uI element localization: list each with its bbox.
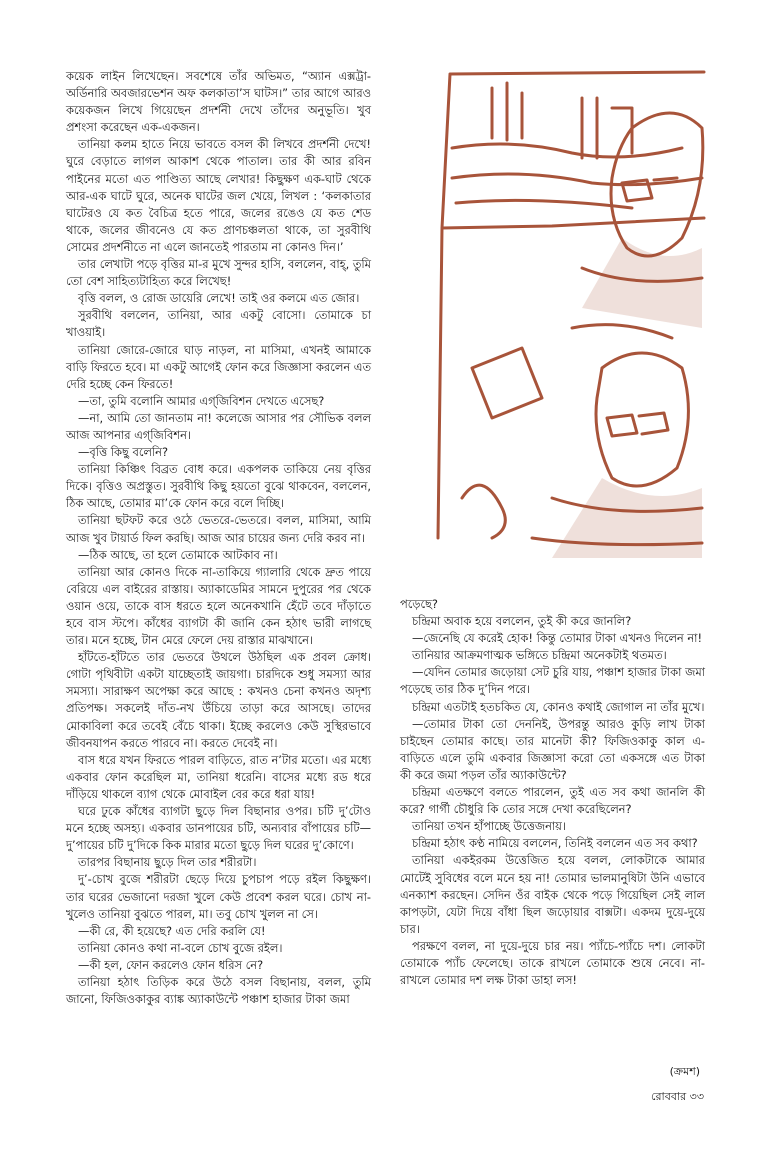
paragraph: তানিয়ার আক্রমণাত্মক ভঙ্গিতে চন্দ্রিমা অনেকটাই থতমত। bbox=[412, 648, 667, 663]
paragraph: তানিয়া একইরকম উত্তেজিত হয়ে বলল, লোকটাকে আমার মোটেই সুবিধের বলে মনে হয় না! তোমার ভালমানুষিটা উনি এভাবে এনক্যাশ করছেন। সেদিন ওঁর বাইক থেকে পড়ে গিয়েছিল সেই লাল কাপড়টা, যেটা দিয়ে বাঁধা ছিল জড়োয়ার বাক্সটা। একদম দুয়ে-দুয়ে চার। bbox=[400, 853, 705, 936]
paragraph: তানিয়া কিঞ্চিৎ বিব্রত বোধ করে। একপলক তাকিয়ে নেয় বৃত্তির দিকে। বৃত্তিও অপ্রস্তুত। সুরবীথি কিছু হয়তো বুঝে থাকবেন, বললেন, ঠিক আছে, তোমার মা’কে ফোন করে বলে দিচ্ছি। bbox=[66, 462, 371, 511]
paragraph: তারপর বিছানায় ছুড়ে দিল তার শরীরটা। bbox=[78, 855, 257, 870]
paragraph: বৃত্তি বলল, ও রোজ ডায়েরি লেখে! তাই ওর কলমে এত জোর। bbox=[78, 291, 360, 306]
paragraph: তানিয়া আর কোনও দিকে না-তাকিয়ে গ্যালারি থেকে দ্রুত পায়ে বেরিয়ে এল বাইরের রাস্তায়। অ্যাকাডেমির সামনে দুপুরের পর থেকে ওয়ান ওয়ে, তাকে বাস ধরতে হলে অনেকখানি হেঁটে তবে দাঁড়াতে হবে বাস স্টপে। কাঁধের ব্যাগটা কী জানি কেন হঠাৎ ভারী লাগছে তার। মনে হচ্ছে, টান মেরে ফেলে দেয় রাস্তার মাঝখানে। bbox=[66, 564, 371, 648]
paragraph: কয়েক লাইন লিখেছেন। সবশেষে তাঁর অভিমত, “অ্যান এক্সট্রা-অর্ডিনারি অবজারভেশন অফ কলকাতা’স ঘাটস।” তার আগে আরও কয়েকজন লিখে গিয়েছেন প্রদর্শনী দেখে তাঁদের অনুভূতি। খুব প্রশংসা করেছেন এক-একজন। bbox=[66, 69, 371, 135]
foreground-scribble bbox=[462, 348, 542, 538]
head-outline-bottom bbox=[596, 353, 688, 486]
paragraph: চন্দ্রিমা অবাক হয়ে বললেন, তুই কী করে জানলি? bbox=[412, 614, 632, 629]
paragraph: তানিয়া ছটফট করে ওঠে ভেতরে-ভেতরে। বলল, মাসিমা, আমি আজ খুব টায়ার্ড ফিল করছি। আজ আর চায়ের জন্য দেরি করব না। bbox=[66, 513, 371, 545]
paragraph: তানিয়া জোরে-জোরে ঘাড় নাড়ল, না মাসিমা, এখনই আমাকে বাড়ি ফিরতে হবে। মা একটু আগেই ফোন করে জিজ্ঞাসা করলেন এত দেরি হচ্ছে কেন ফিরতে! bbox=[66, 342, 371, 391]
paragraph: তানিয়া তখন হাঁপাচ্ছে উত্তেজনায়। bbox=[412, 819, 566, 834]
paragraph: ঘরে ঢুকে কাঁধের ব্যাগটা ছুড়ে দিল বিছানার ওপর। চটি দু’টোও মনে হচ্ছে অসহ্য। একবার ডানপায়ের চটি, অন্যবার বাঁপায়ের চটি—দু’পায়ের চটি দু’দিকে কিক মারার মতো ছুড়ে দিল ঘরের দু’কোণে। bbox=[66, 804, 371, 853]
paragraph: —তা, তুমি বলোনি আমার এগ্‌জিবিশন দেখতে এসেছ? bbox=[78, 393, 325, 408]
paragraph: —তোমার টাকা তো দেননিই, উপরন্তু আরও কুড়ি লাখ টাকা চাইছেন তোমার কাছে। তার মানেটা কী? ফিজিওকাকু কাল এ-বাড়িতে এলে তুমি একবার জিজ্ঞাসা করো তো একসঙ্গে এত টাকা কী করে জমা পড়ল তাঁর অ্যাকাউন্টে? bbox=[400, 716, 705, 782]
building-lines bbox=[492, 83, 632, 158]
paragraph: পড়েছে? bbox=[400, 597, 438, 611]
paragraph: চন্দ্রিমা এতক্ষণে বলতে পারলেন, তুই এত সব কথা জানলি কী করে? গার্গী চৌধুরি কি তোর সঙ্গে দেখা করেছিলেন? bbox=[400, 785, 705, 817]
shading-bottom bbox=[552, 478, 702, 558]
paragraph: চন্দ্রিমা হঠাৎ কণ্ঠ নামিয়ে বললেন, তিনিই বললেন এত সব কথা? bbox=[412, 836, 698, 851]
paragraph: —কী রে, কী হয়েছে? এত দেরি করলি যে! bbox=[78, 923, 266, 938]
left-text-column bbox=[66, 68, 371, 1008]
paragraph: —বৃত্তি কিছু বলেনি? bbox=[78, 445, 169, 460]
paragraph: হাঁটতে-হাঁটতে তার ভেতরে উথলে উঠছিল এক প্রবল ক্রোধ। গোটা পৃথিবীটা একটা যাচ্ছেতাই জায়গা। চারদিকে শুধু সমস্যা আর সমস্যা। সারাক্ষণ অপেক্ষা করে আছে : কখনও চেনা কখনও অদৃশ্য প্রতিপক্ষ। সকলেই দাঁত-নখ উঁচিয়ে তাড়া করে আসছে। তাদের মোকাবিলা করে তবেই বেঁচে থাকা। ইচ্ছে করলেও কেউ সুস্থিরভাবে জীবনযাপন করতে পারবে না। করতে দেবেই না। bbox=[66, 650, 371, 750]
sketch-illustration bbox=[432, 68, 708, 558]
paragraph: তানিয়া কলম হাতে নিয়ে ভাবতে বসল কী লিখবে প্রদর্শনী দেখে! ঘুরে বেড়াতে লাগল আকাশ থেকে পাতাল। তার কী আর রবিন পাইনের মতো এত পাণ্ডিত্য আছে লেখার! কিছুক্ষণ এক-ঘাট থেকে আর-এক ঘাটে ঘুরে, অনেক ঘাটের জল খেয়ে, লিখল : ‘কলকাতার ঘাটেরও যে কত বৈচিত্র হতে পারে, জলের রঙেও যে কত শেড থাকে, জলের জীবনেও যে কত প্রাণচঞ্চলতা থাকে, তা সুরবীথি সোমের প্রদর্শনীতে না এলে জানতেই পারতাম না কোনও দিন।’ bbox=[66, 137, 371, 254]
paragraph: সুরবীথি বললেন, তানিয়া, আর একটু বোসো। তোমাকে চা খাওয়াই। bbox=[66, 308, 371, 340]
paragraph: —ঠিক আছে, তা হলে তোমাকে আটকাব না। bbox=[78, 547, 278, 562]
paragraph: চন্দ্রিমা এতটাই হতচকিত যে, কোনও কথাই জোগাল না তাঁর মুখে। bbox=[412, 699, 705, 714]
paragraph: দু’-চোখ বুজে শরীরটা ছেড়ে দিয়ে চুপচাপ পড়ে রইল কিছুক্ষণ। তার ঘরের ভেজানো দরজা খুলে কেউ প্রবেশ করল ঘরে। চোখ না-খুলেও তানিয়া বুঝতে পারল, মা। তবু চোখ খুলল না সে। bbox=[66, 872, 371, 921]
paragraph: —যেদিন তোমার জড়োয়া সেট চুরি যায়, পঞ্চাশ হাজার টাকা জমা পড়েছে তার ঠিক দু’দিন পরে। bbox=[400, 665, 705, 697]
continued-label: (ক্রমশ) bbox=[669, 1065, 700, 1078]
shading-top bbox=[582, 238, 702, 328]
page-folio: রোববার ৩৩ bbox=[651, 1090, 704, 1103]
paragraph: বাস ধরে যখন ফিরতে পারল বাড়িতে, রাত ন’টার মতো। এর মধ্যে একবার ফোন করেছিল মা, তানিয়া ধরেনি। বাসের মধ্যে রড ধরে দাঁড়িয়ে থাকলে ব্যাগ থেকে মোবাইল বের করে ধরা যায়! bbox=[66, 752, 371, 801]
paragraph: —জেনেছি যে করেই হোক! কিন্তু তোমার টাকা এখনও দিলেন না! bbox=[412, 631, 703, 646]
right-text-column bbox=[400, 596, 705, 989]
paragraph: তার লেখাটা পড়ে বৃত্তির মা-র মুখে সুন্দর হাসি, বললেন, বাহ্, তুমি তো বেশ সাহিত্যটাহিত্য করে লিখেছ! bbox=[66, 257, 371, 289]
paragraph: তানিয়া হঠাৎ তিড়িক করে উঠে বসল বিছানায়, বলল, তুমি জানো, ফিজিওকাকুর ব্যাঙ্ক অ্যাকাউন্টে পঞ্চাশ হাজার টাকা জমা bbox=[66, 974, 371, 1007]
paragraph: তানিয়া কোনও কথা না-বলে চোখ বুজে রইল। bbox=[78, 940, 283, 955]
paragraph: —না, আমি তো জানতাম না! কলেজে আসার পর সৌভিক বলল আজ আপনার এগ্‌জিবিশন। bbox=[66, 410, 371, 442]
glasses-bottom bbox=[607, 413, 668, 436]
paragraph: পরক্ষণে বলল, না দুয়ে-দুয়ে চার নয়। প্যাঁচে-প্যাঁচে দশ। লোকটা তোমাকে প্যাঁচ ফেলেছে। তাকে রাখলে তোমাকে শুষে নেবে। না-রাখলে তোমার দশ লক্ষ টাকা ডাহা লস! bbox=[400, 938, 705, 988]
river-lines bbox=[452, 144, 702, 208]
paragraph: —কী হল, ফোন করলেও ফোন ধরিস নে? bbox=[78, 957, 264, 972]
